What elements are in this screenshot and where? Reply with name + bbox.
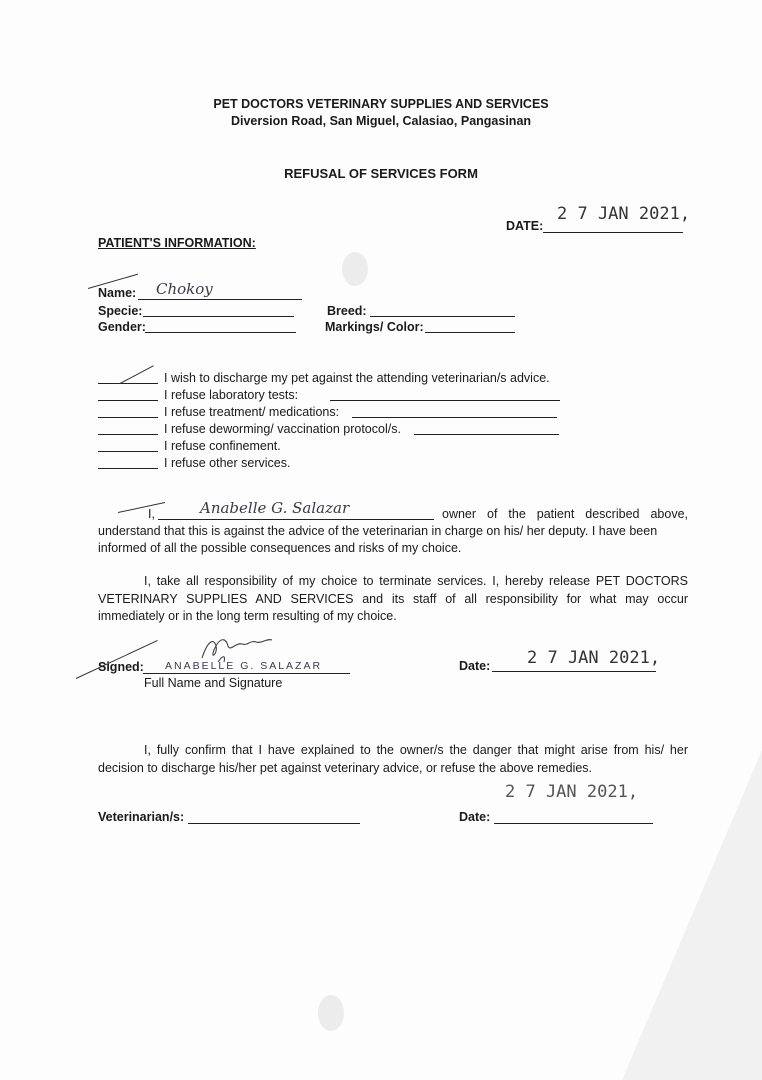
option-treatment: I refuse treatment/ medications: [164,405,340,419]
owner-line1-tail: owner of the patient described above, [442,507,688,521]
gender-line [145,332,296,333]
page-fold-shadow [622,750,762,1080]
release-paragraph: I, take all responsibility of my choice to terminate services. I, hereby release PET DOCTORS VETERINARY SUPPLIES AND SERVICES and its staff of all responsibility for what may occur immediately or in the long term resulting of my choice. [98,574,688,623]
owner-line3: informed of all the possible consequences and risks of my choice. [98,541,462,555]
lab-tests-line [330,400,560,401]
patient-name-value: Chokoy [156,280,213,298]
option-blank[interactable] [98,400,158,401]
owner-line2: understand that this is against the advice of the veterinarian in charge on his/ her deputy. I have been [98,524,658,538]
signature-caption: Full Name and Signature [144,676,283,690]
option-discharge: I wish to discharge my pet against the attending veterinarian/s advice. [164,371,550,385]
option-blank[interactable] [98,383,158,384]
breed-label: Breed: [327,304,367,318]
date-label: DATE: [506,219,544,233]
veterinarian-label: Veterinarian/s: [98,810,185,824]
vet-paragraph: I, fully confirm that I have explained to the owner/s the danger that might arise from his/ her decision to discharge his/her pet against veterinary advice, or refuse the above remedies. [98,743,688,775]
specie-label: Specie: [98,304,143,318]
company-name: PET DOCTORS VETERINARY SUPPLIES AND SERVICES [213,97,549,111]
signed-date-label: Date: [459,659,491,673]
pen-stroke [118,502,165,513]
gender-label: Gender: [98,320,146,334]
vet-date-label: Date: [459,810,491,824]
date-stamp: 2 7 JAN 2021, [557,204,691,224]
option-confinement: I refuse confinement. [164,439,281,453]
owner-name-line [158,519,434,520]
treatment-line [352,417,557,418]
markings-label: Markings/ Color: [325,320,424,334]
option-deworming: I refuse deworming/ vaccination protocol/s. [164,422,401,436]
option-blank[interactable] [98,451,158,452]
signature-line [143,673,350,674]
markings-line [425,332,515,333]
date-line [543,232,683,233]
deworming-line [414,434,559,435]
company-address: Diversion Road, San Miguel, Calasiao, Pangasinan [230,114,532,128]
owner-prefix: I, [148,507,155,521]
option-lab-tests: I refuse laboratory tests: [164,388,299,402]
patient-info-heading: PATIENT'S INFORMATION: [98,236,256,250]
option-blank[interactable] [98,417,158,418]
signed-date-line [492,671,656,672]
signed-date-stamp: 2 7 JAN 2021, [527,648,661,668]
vet-date-line [494,823,653,824]
form-title: REFUSAL OF SERVICES FORM [284,166,478,181]
signed-printed-name: ANABELLE G. SALAZAR [165,660,323,672]
signed-label: Signed: [98,660,144,674]
option-other: I refuse other services. [164,456,291,470]
veterinarian-line [188,823,360,824]
name-line [138,299,302,300]
option-blank[interactable] [98,468,158,469]
breed-line [370,316,515,317]
option-blank[interactable] [98,434,158,435]
vet-date-stamp: 2 7 JAN 2021, [505,782,639,802]
check-mark [120,365,154,384]
paper-smudge [342,252,368,286]
name-label: Name: [98,286,137,300]
specie-line [143,316,294,317]
paper-smudge [318,995,344,1031]
owner-name-value: Anabelle G. Salazar [200,499,350,517]
